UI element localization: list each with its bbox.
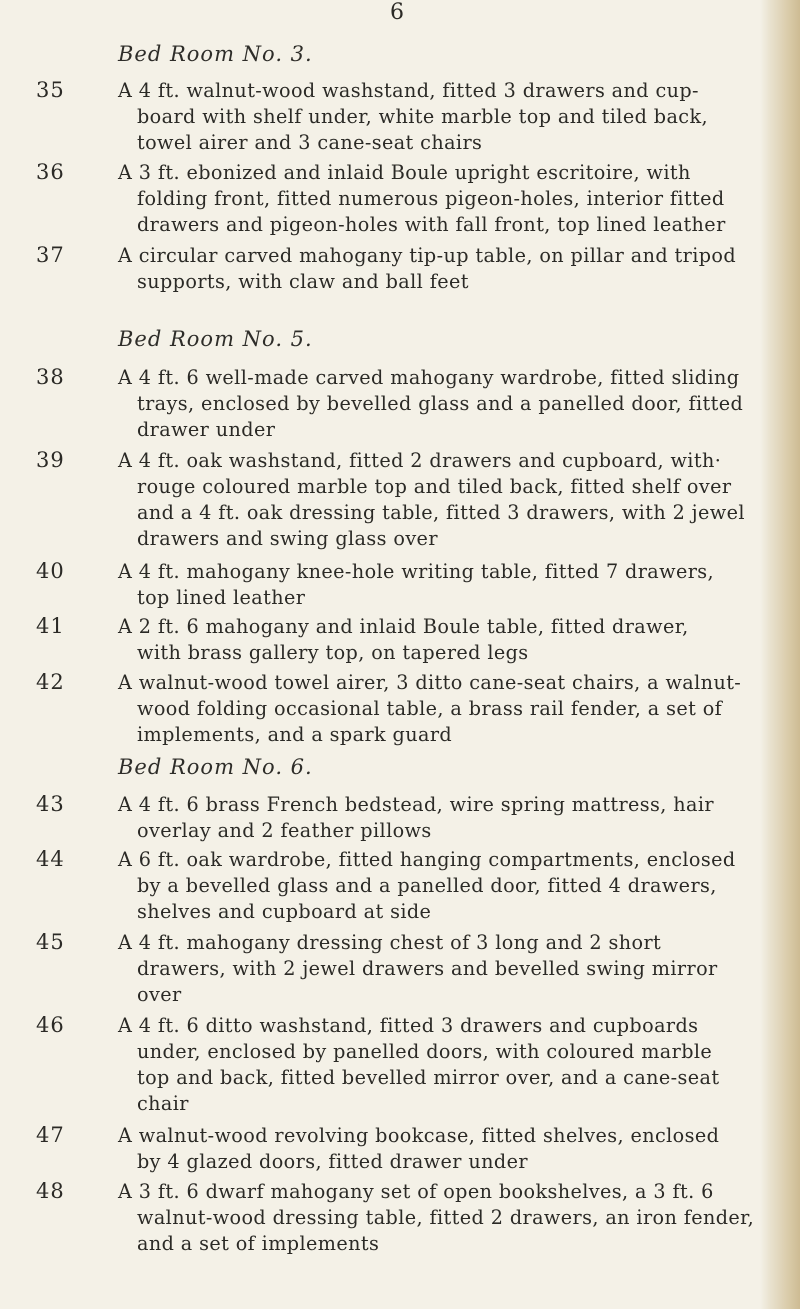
lot-description xyxy=(118,243,750,295)
lot-description xyxy=(118,1179,755,1257)
lot-line: supports, with claw and ball feet xyxy=(137,270,469,293)
lot-number: 38 xyxy=(36,365,65,389)
lot-line: A 2 ft. 6 mahogany and inlaid Boule table, fitted drawer, xyxy=(118,615,689,638)
lot-line: implements, and a spark guard xyxy=(137,723,453,746)
lot-line: by a bevelled glass and a panelled door, fitted 4 drawers, xyxy=(137,874,717,897)
lot-number: 36 xyxy=(36,160,65,184)
lot-line: top and back, fitted bevelled mirror over, and a cane-seat xyxy=(137,1066,720,1089)
lot-line: chair xyxy=(137,1092,189,1115)
lot-number: 37 xyxy=(36,243,65,267)
lot-description xyxy=(118,78,750,156)
lot-number: 39 xyxy=(36,448,65,472)
lot-line: drawer under xyxy=(137,418,276,441)
lot-line: and a set of implements xyxy=(137,1232,380,1255)
page-number: 6 xyxy=(390,0,405,25)
lot-line: rouge coloured marble top and tiled back, fitted shelf over xyxy=(137,475,732,498)
section-heading-bed-room-6: Bed Room No. 6. xyxy=(118,755,313,779)
lot-number: 43 xyxy=(36,792,65,816)
lot-line: A 4 ft. 6 ditto washstand, fitted 3 drawers and cupboards xyxy=(118,1014,699,1037)
lot-description xyxy=(118,448,750,552)
lot-number: 41 xyxy=(36,614,65,638)
lot-description xyxy=(118,559,750,611)
lot-line: A 4 ft. oak washstand, fitted 2 drawers and cupboard, with· xyxy=(118,449,722,472)
section-heading-bed-room-5: Bed Room No. 5. xyxy=(118,327,313,351)
lot-description xyxy=(118,1123,750,1175)
lot-line: A walnut-wood revolving bookcase, fitted shelves, enclosed xyxy=(118,1124,720,1147)
lot-line: A 6 ft. oak wardrobe, fitted hanging compartments, enclosed xyxy=(118,848,736,871)
lot-line: walnut-wood dressing table, fitted 2 drawers, an iron fender, xyxy=(137,1206,755,1229)
lot-description xyxy=(118,1013,750,1117)
lot-line: drawers, with 2 jewel drawers and bevelled swing mirror xyxy=(137,957,718,980)
lot-number: 44 xyxy=(36,847,65,871)
lot-description xyxy=(118,930,750,1008)
lot-line: A 4 ft. 6 well-made carved mahogany wardrobe, fitted sliding xyxy=(118,366,740,389)
lot-number: 47 xyxy=(36,1123,65,1147)
lot-line: board with shelf under, white marble top and tiled back, xyxy=(137,105,708,128)
section-heading-bed-room-3: Bed Room No. 3. xyxy=(118,42,313,66)
lot-description xyxy=(118,614,750,666)
lot-line: A walnut-wood towel airer, 3 ditto cane-seat chairs, a walnut- xyxy=(118,671,742,694)
lot-description xyxy=(118,792,750,844)
lot-line: towel airer and 3 cane-seat chairs xyxy=(137,131,483,154)
lot-line: trays, enclosed by bevelled glass and a panelled door, fitted xyxy=(137,392,744,415)
lot-number: 46 xyxy=(36,1013,65,1037)
lot-line: by 4 glazed doors, fitted drawer under xyxy=(137,1150,528,1173)
lot-line: A 3 ft. ebonized and inlaid Boule upright escritoire, with xyxy=(118,161,691,184)
lot-number: 42 xyxy=(36,670,65,694)
lot-line: A 4 ft. 6 brass French bedstead, wire spring mattress, hair xyxy=(118,793,714,816)
lot-line: A 4 ft. walnut-wood washstand, fitted 3 drawers and cup- xyxy=(118,79,699,102)
lot-line: drawers and swing glass over xyxy=(137,527,438,550)
lot-line: A 4 ft. mahogany knee-hole writing table, fitted 7 drawers, xyxy=(118,560,715,583)
lot-description xyxy=(118,670,750,748)
lot-number: 45 xyxy=(36,930,65,954)
lot-line: overlay and 2 feather pillows xyxy=(137,819,432,842)
lot-line: folding front, fitted numerous pigeon-holes, interior fitted xyxy=(137,187,725,210)
lot-line: A 3 ft. 6 dwarf mahogany set of open bookshelves, a 3 ft. 6 xyxy=(118,1180,714,1203)
lot-line: top lined leather xyxy=(137,586,306,609)
lot-number: 48 xyxy=(36,1179,65,1203)
lot-line: A 4 ft. mahogany dressing chest of 3 long and 2 short xyxy=(118,931,662,954)
lot-line: shelves and cupboard at side xyxy=(137,900,432,923)
lot-line: A circular carved mahogany tip-up table, on pillar and tripod xyxy=(118,244,737,267)
lot-line: under, enclosed by panelled doors, with coloured marble xyxy=(137,1040,713,1063)
lot-description xyxy=(118,160,750,238)
lot-line: drawers and pigeon-holes with fall front, top lined leather xyxy=(137,213,726,236)
lot-number: 40 xyxy=(36,559,65,583)
lot-line: wood folding occasional table, a brass rail fender, a set of xyxy=(137,697,723,720)
lot-description xyxy=(118,365,750,443)
lot-number: 35 xyxy=(36,78,65,102)
lot-line: with brass gallery top, on tapered legs xyxy=(137,641,529,664)
lot-line: and a 4 ft. oak dressing table, fitted 3 drawers, with 2 jewel xyxy=(137,501,745,524)
lot-line: over xyxy=(137,983,182,1006)
lot-description xyxy=(118,847,750,925)
